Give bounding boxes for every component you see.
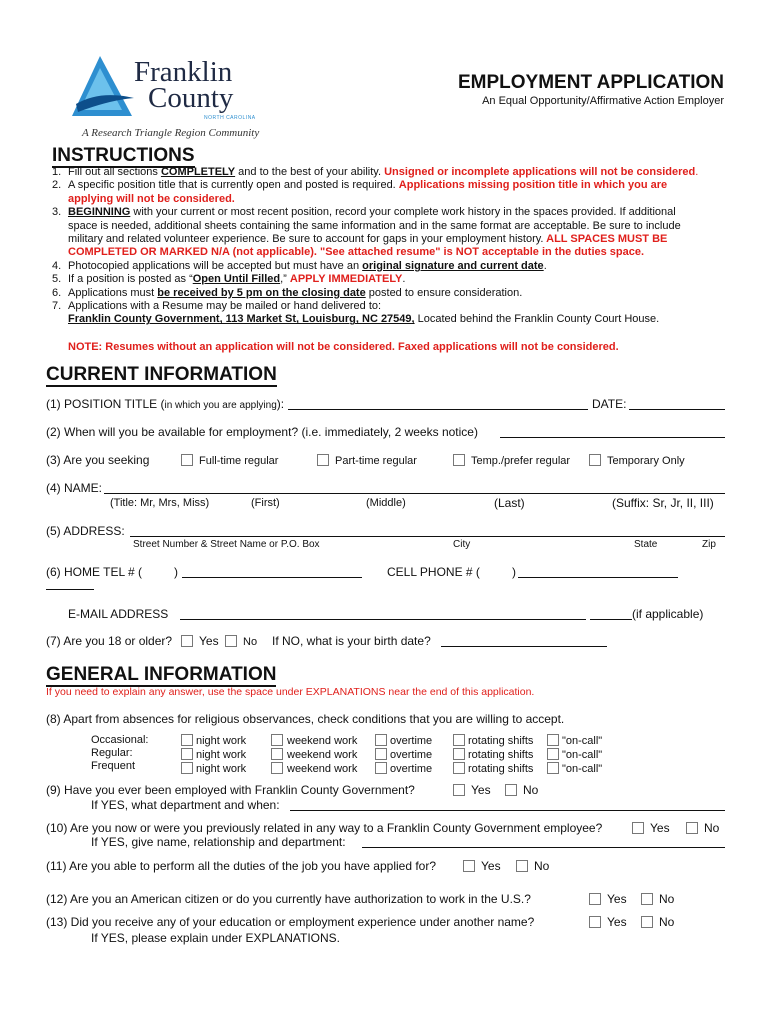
address-label: (5) ADDRESS: xyxy=(46,524,125,538)
name-middle-hint: (Middle) xyxy=(366,497,406,509)
temp-prefer-checkbox[interactable] xyxy=(453,454,465,466)
oncall-occasional-checkbox[interactable] xyxy=(547,734,559,746)
age-yes-option[interactable]: Yes xyxy=(181,634,219,648)
perform-duties-label: (11) Are you able to perform all the duties of the job you have applied for? xyxy=(46,859,437,873)
col-on-call[interactable]: "on-call" "on-call" "on-call" xyxy=(547,734,602,776)
email-field-extra[interactable] xyxy=(590,619,632,620)
logo-name-line1: Franklin xyxy=(134,56,233,88)
addr-state-hint: State xyxy=(634,539,658,550)
instruction-6: 6. Applications must be received by 5 pm on the closing date posted to ensure consideration. xyxy=(52,286,523,299)
conditions-label: (8) Apart from absences for religious observances, check conditions that you are willing to accept. xyxy=(46,712,565,726)
othername-yes-checkbox[interactable] xyxy=(589,916,601,928)
birthdate-label: If NO, what is your birth date? xyxy=(272,634,431,648)
current-info-heading: CURRENT INFORMATION xyxy=(46,364,277,385)
option-fulltime[interactable]: Full-time regular xyxy=(181,454,278,467)
addr-city-hint: City xyxy=(453,539,471,550)
instruction-7: 7. Applications with a Resume may be mailed or hand delivered to: xyxy=(52,300,382,313)
parttime-checkbox[interactable] xyxy=(317,454,329,466)
employed-yes-option[interactable]: Yes xyxy=(453,783,491,797)
position-title-label: (1) POSITION TITLE (in which you are applying): xyxy=(46,397,285,411)
night-occasional-checkbox[interactable] xyxy=(181,734,193,746)
col-rotating-shifts[interactable]: rotating shifts rotating shifts rotating shifts xyxy=(453,734,533,776)
home-tel-field-cont[interactable] xyxy=(46,589,94,590)
othername-no-checkbox[interactable] xyxy=(641,916,653,928)
page-title: EMPLOYMENT APPLICATION xyxy=(458,72,724,93)
citizen-no-checkbox[interactable] xyxy=(641,893,653,905)
addr-zip-hint: Zip xyxy=(702,539,716,550)
addr-street-hint: Street Number & Street Name or P.O. Box xyxy=(133,539,320,550)
citizen-yes-option[interactable]: Yes xyxy=(589,892,627,906)
oncall-frequent-checkbox[interactable] xyxy=(547,762,559,774)
fulltime-checkbox[interactable] xyxy=(181,454,193,466)
other-name-label: (13) Did you receive any of your education or employment experience under another name? xyxy=(46,915,535,929)
seeking-label: (3) Are you seeking xyxy=(46,453,150,467)
instruction-2-cont: applying will not be considered. xyxy=(68,192,235,205)
related-yes-checkbox[interactable] xyxy=(632,822,644,834)
related-no-checkbox[interactable] xyxy=(686,822,698,834)
employed-no-option[interactable]: No xyxy=(505,783,538,797)
related-no-option[interactable]: No xyxy=(686,821,719,835)
duties-no-option[interactable]: No xyxy=(516,859,549,873)
related-if-yes-label: If YES, give name, relationship and department: xyxy=(91,835,346,849)
instruction-5: 5. If a position is posted as “Open Until Filled,” APPLY IMMEDIATELY. xyxy=(52,273,406,286)
related-details-field[interactable] xyxy=(362,847,725,848)
option-temp-prefer[interactable]: Temp./prefer regular xyxy=(453,454,570,467)
col-weekend-work[interactable]: weekend work weekend work weekend work xyxy=(271,734,357,776)
col-overtime[interactable]: overtime overtime overtime xyxy=(375,734,432,776)
conditions-row-labels xyxy=(91,734,148,773)
instruction-4: 4. Photocopied applications will be accepted but must have an original signature and current date. xyxy=(52,259,547,272)
date-field[interactable] xyxy=(629,409,725,410)
email-label: E-MAIL ADDRESS xyxy=(68,607,169,621)
instruction-3: 3. BEGINNING with your current or most recent position, record your complete work history in the spaces provided. If additional xyxy=(52,206,676,219)
option-temporary[interactable]: Temporary Only xyxy=(589,454,685,467)
age-yes-checkbox[interactable] xyxy=(181,635,193,647)
availability-label: (2) When will you be available for employment? (i.e. immediately, 2 weeks notice) xyxy=(46,425,478,439)
name-label: (4) NAME: xyxy=(46,481,103,495)
name-field[interactable] xyxy=(104,493,725,494)
othername-no-option[interactable]: No xyxy=(641,915,674,929)
home-tel-label: (6) HOME TEL # ( xyxy=(46,565,143,579)
rotating-frequent-checkbox[interactable] xyxy=(453,762,465,774)
related-yes-option[interactable]: Yes xyxy=(632,821,670,835)
page-subtitle: An Equal Opportunity/Affirmative Action Employer xyxy=(482,95,724,107)
citizen-yes-checkbox[interactable] xyxy=(589,893,601,905)
logo-triangle-icon xyxy=(70,54,142,124)
name-first-hint: (First) xyxy=(251,497,280,509)
instructions-note: NOTE: Resumes without an application will not be considered. Faxed applications will not be considered. xyxy=(68,341,619,353)
duties-yes-option[interactable]: Yes xyxy=(463,859,501,873)
employed-yes-checkbox[interactable] xyxy=(453,784,465,796)
cell-phone-label: CELL PHONE # ( xyxy=(387,565,480,579)
home-tel-field[interactable] xyxy=(182,577,362,578)
employed-if-yes-label: If YES, what department and when: xyxy=(91,798,280,812)
birthdate-field[interactable] xyxy=(441,646,607,647)
duties-yes-checkbox[interactable] xyxy=(463,860,475,872)
temporary-checkbox[interactable] xyxy=(589,454,601,466)
rotating-occasional-checkbox[interactable] xyxy=(453,734,465,746)
overtime-occasional-checkbox[interactable] xyxy=(375,734,387,746)
date-label: DATE: xyxy=(592,397,627,411)
cell-phone-paren: ) xyxy=(512,565,516,579)
general-info-heading: GENERAL INFORMATION xyxy=(46,664,277,685)
rotating-regular-checkbox[interactable] xyxy=(453,748,465,760)
citizen-no-option[interactable]: No xyxy=(641,892,674,906)
related-label: (10) Are you now or were you previously related in any way to a Franklin County Government employee? xyxy=(46,821,603,835)
position-title-field[interactable] xyxy=(288,409,588,410)
col-night-work[interactable]: night work night work night work xyxy=(181,734,246,776)
address-field[interactable] xyxy=(130,536,725,537)
weekend-regular-checkbox[interactable] xyxy=(271,748,283,760)
general-info-note: If you need to explain any answer, use the space under EXPLANATIONS near the end of this application. xyxy=(46,686,535,698)
instruction-3-l4: COMPLETED OR MARKED N/A (not applicable). "See attached resume" is NOT acceptable in the duties space. xyxy=(68,246,645,259)
citizen-label: (12) Are you an American citizen or do you currently have authorization to work in the U.S.? xyxy=(46,892,531,906)
night-frequent-checkbox[interactable] xyxy=(181,762,193,774)
instructions-list xyxy=(52,166,698,327)
row-occasional: Occasional: xyxy=(91,734,149,746)
age-no-checkbox[interactable] xyxy=(225,635,237,647)
county-logo xyxy=(70,52,270,144)
othername-yes-option[interactable]: Yes xyxy=(589,915,627,929)
age-label: (7) Are you 18 or older? xyxy=(46,634,173,648)
row-frequent: Frequent xyxy=(91,760,136,772)
logo-name-line2: County xyxy=(148,82,234,114)
email-field[interactable] xyxy=(180,619,586,620)
overtime-frequent-checkbox[interactable] xyxy=(375,762,387,774)
instruction-7-address: Franklin County Government, 113 Market St, Louisburg, NC 27549, Located behind the Franklin County Court House. xyxy=(68,313,660,326)
instruction-1: 1. Fill out all sections COMPLETELY and to the best of your ability. Unsigned or incomplete applications will not be considered. xyxy=(52,166,699,178)
instructions-heading: INSTRUCTIONS xyxy=(52,145,195,166)
other-name-if-yes: If YES, please explain under EXPLANATIONS. xyxy=(91,931,341,945)
logo-state: NORTH CAROLINA xyxy=(204,115,256,121)
name-suffix-hint: (Suffix: Sr, Jr, II, III) xyxy=(612,496,714,510)
age-no-option[interactable]: No xyxy=(225,635,257,648)
instruction-3-l3: military and related volunteer experience. Be sure to account for gaps in your employment history. ALL SPACES MUST BE xyxy=(68,233,668,246)
overtime-regular-checkbox[interactable] xyxy=(375,748,387,760)
weekend-frequent-checkbox[interactable] xyxy=(271,762,283,774)
instruction-3-l2: space is needed, additional sheets containing the same information and in the same format are acceptable. Be sure to include xyxy=(68,219,681,232)
cell-phone-field[interactable] xyxy=(518,577,678,578)
instruction-2: 2. A specific position title that is currently open and posted is required. Applications missing position title in which you are xyxy=(52,179,668,192)
home-tel-paren: ) xyxy=(174,565,178,579)
name-last-hint: (Last) xyxy=(494,496,525,510)
weekend-occasional-checkbox[interactable] xyxy=(271,734,283,746)
employed-no-checkbox[interactable] xyxy=(505,784,517,796)
option-parttime[interactable]: Part-time regular xyxy=(317,454,417,467)
row-regular: Regular: xyxy=(91,747,133,759)
employed-dept-field[interactable] xyxy=(290,810,725,811)
oncall-regular-checkbox[interactable] xyxy=(547,748,559,760)
logo-tagline: A Research Triangle Region Community xyxy=(82,127,260,139)
name-title-hint: (Title: Mr, Mrs, Miss) xyxy=(110,497,210,509)
employed-before-label: (9) Have you ever been employed with Franklin County Government? xyxy=(46,783,415,797)
duties-no-checkbox[interactable] xyxy=(516,860,528,872)
email-note: (if applicable) xyxy=(632,607,704,621)
night-regular-checkbox[interactable] xyxy=(181,748,193,760)
availability-field[interactable] xyxy=(500,437,725,438)
